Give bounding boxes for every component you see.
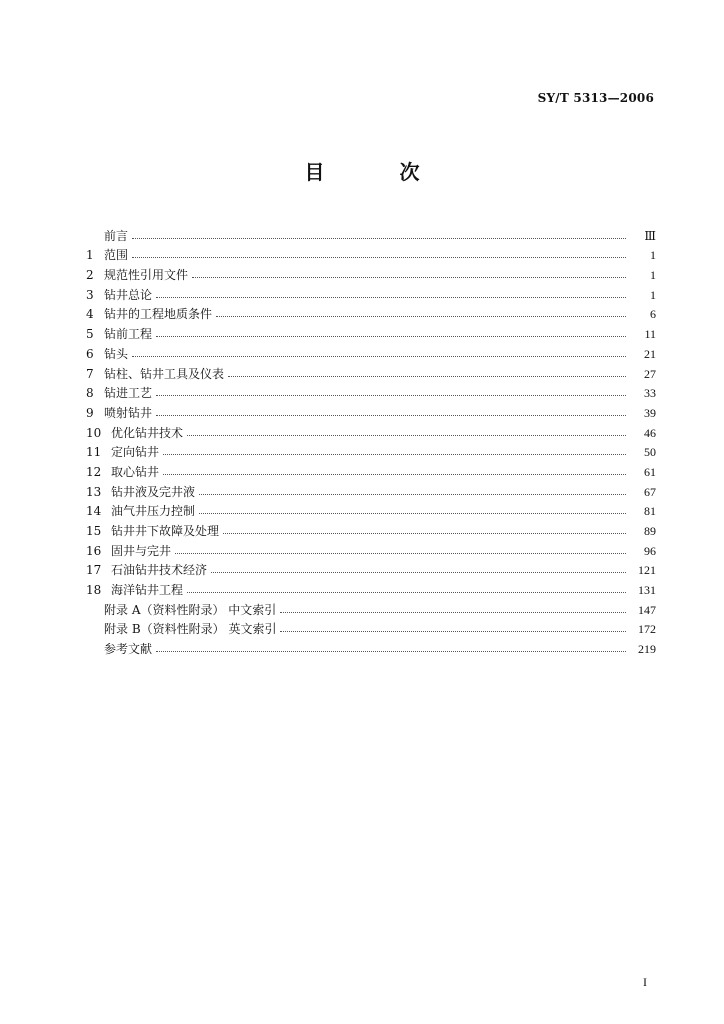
toc-entry-page-number: 131 [638,583,656,598]
dot-leader [156,296,626,298]
dot-leader [192,276,626,278]
toc-entry-6[interactable] [86,340,656,360]
toc-entry-page-number: 27 [644,366,656,381]
dot-leader [228,375,626,377]
toc-entry-number: 1 [86,248,94,263]
toc-entry-page-number: 39 [644,405,656,420]
toc-entry-title: 参考文献 [104,642,153,657]
toc-entry-title: 钻头 [104,346,129,361]
toc-entry-preface[interactable] [86,222,656,242]
toc-entry-8[interactable] [86,380,656,400]
dot-leader [187,591,626,593]
toc-entry-11[interactable] [86,439,656,459]
dot-leader [211,571,626,573]
toc-entry-title: 钻进工艺 [104,386,153,401]
toc-entry-17[interactable] [86,557,656,577]
toc-entry-page-number: 21 [644,346,656,361]
dot-leader [280,611,626,613]
toc-entry-title: 钻柱、钻井工具及仪表 [104,366,225,381]
dot-leader [132,256,626,258]
toc-entry-page-number: 1 [650,287,656,302]
dot-leader [156,394,626,396]
toc-entry-title: 附录 B（资料性附录） 英文索引 [104,622,277,637]
toc-entry-title: 前言 [104,228,129,243]
toc-entry-14[interactable] [86,498,656,518]
toc-entry-page-number: 89 [644,524,656,538]
table-of-contents [86,222,656,655]
dot-leader [132,355,626,357]
dot-leader [175,552,626,554]
footer-page-number: I [643,975,647,989]
toc-entry-title: 优化钻井技术 [111,425,184,440]
standard-code: SY/T 5313—2006 [537,91,654,105]
toc-entry-18[interactable] [86,576,656,596]
page-title: 目 次 [304,160,454,184]
toc-entry-title: 喷射钻井 [104,405,153,420]
toc-entry-number: 5 [86,327,94,342]
toc-entry-4[interactable] [86,301,656,321]
toc-entry-number: 17 [86,563,102,578]
toc-entry-16[interactable] [86,537,656,557]
toc-entry-page-number: 67 [644,484,656,499]
toc-entry-page-number: 33 [644,386,656,401]
toc-entry-appendix-a[interactable] [86,596,656,616]
dot-leader [216,315,626,317]
toc-entry-title: 固井与完井 [111,543,172,558]
dot-leader [156,335,626,337]
toc-entry-title: 钻井井下故障及处理 [111,524,220,538]
toc-entry-references[interactable] [86,635,656,655]
toc-entry-page-number: 96 [644,543,656,558]
toc-entry-15[interactable] [86,517,656,537]
toc-entry-number: 6 [86,346,94,361]
dot-leader [163,473,626,475]
toc-entry-page-number: 121 [638,563,656,578]
toc-entry-title: 石油钻井技术经济 [111,563,208,578]
toc-entry-page-number: 11 [644,327,656,342]
toc-entry-number: 8 [86,386,94,401]
toc-entry-5[interactable] [86,320,656,340]
dot-leader [132,237,626,239]
toc-entry-7[interactable] [86,360,656,380]
toc-entry-title: 取心钻井 [111,464,160,479]
toc-entry-9[interactable] [86,399,656,419]
toc-entry-title: 附录 A（资料性附录） 中文索引 [104,602,277,617]
toc-entry-12[interactable] [86,458,656,478]
dot-leader [199,493,626,495]
toc-entry-3[interactable] [86,281,656,301]
toc-entry-number: 9 [86,405,94,420]
toc-entry-title: 海洋钻井工程 [111,583,184,598]
toc-entry-number: 7 [86,366,94,381]
toc-entry-number: 16 [86,543,102,558]
toc-entry-page-number: 1 [650,248,656,263]
toc-entry-title: 钻井液及完井液 [111,484,196,499]
dot-leader [199,512,626,514]
toc-entry-number: 11 [86,445,102,460]
toc-entry-10[interactable] [86,419,656,439]
toc-entry-page-number: 81 [644,504,656,519]
toc-entry-title: 规范性引用文件 [104,268,189,283]
toc-entry-title: 钻井总论 [104,287,153,302]
toc-entry-number: 15 [86,524,102,538]
toc-entry-page-number: 61 [644,464,656,479]
toc-entry-page-number: 6 [650,307,656,322]
toc-entry-number: 12 [86,464,102,479]
toc-entry-title: 范围 [104,248,129,263]
toc-entry-number: 14 [86,504,102,519]
toc-entry-title: 钻井的工程地质条件 [104,307,213,322]
dot-leader [156,650,626,652]
dot-leader [187,434,626,436]
dot-leader [223,532,626,534]
toc-entry-page-number: 172 [638,622,656,637]
toc-entry-number: 3 [86,287,94,302]
toc-entry-13[interactable] [86,478,656,498]
toc-entry-appendix-b[interactable] [86,616,656,636]
toc-entry-2[interactable] [86,261,656,281]
toc-entry-page-number: 1 [650,268,656,283]
toc-entry-page-number: Ⅲ [644,228,656,243]
toc-entry-page-number: 46 [644,425,656,440]
toc-entry-title: 定向钻井 [111,445,160,460]
dot-leader [280,630,626,632]
toc-entry-page-number: 219 [638,642,656,657]
toc-entry-title: 钻前工程 [104,327,153,342]
toc-entry-number: 2 [86,268,94,283]
toc-entry-number: 13 [86,484,102,499]
toc-entry-page-number: 147 [638,602,656,617]
toc-entry-1[interactable] [86,242,656,262]
dot-leader [163,453,626,455]
dot-leader [156,414,626,416]
toc-entry-page-number: 50 [644,445,656,460]
toc-entry-number: 18 [86,583,102,598]
toc-entry-number: 10 [86,425,102,440]
toc-entry-title: 油气井压力控制 [111,504,196,519]
toc-entry-number: 4 [86,307,94,322]
